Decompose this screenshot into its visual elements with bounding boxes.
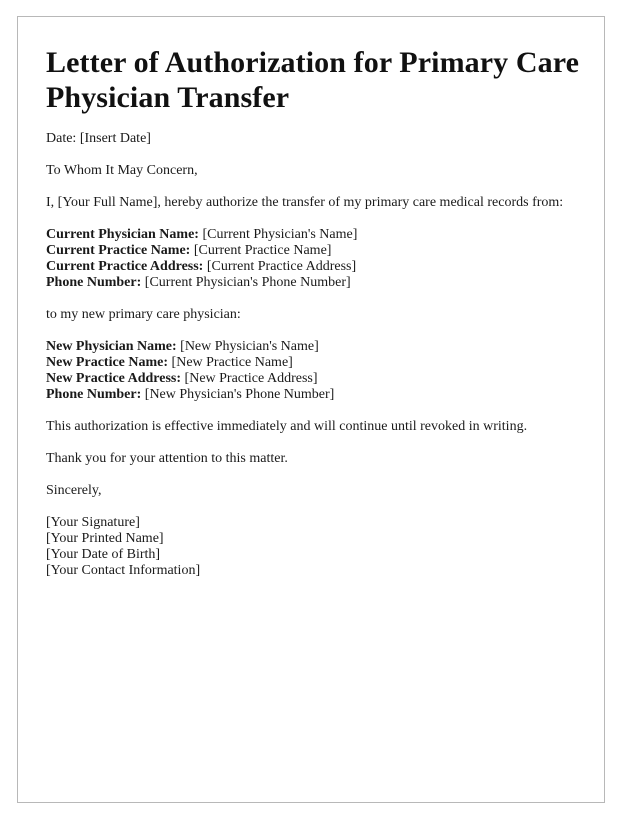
- field-label: Current Practice Address:: [46, 259, 204, 274]
- field-value: [New Physician's Name]: [176, 339, 319, 354]
- new-physician-block: [46, 339, 586, 403]
- field-value: [Current Practice Name]: [190, 243, 332, 258]
- printed-name-line: [Your Printed Name]: [46, 531, 164, 546]
- new-practice-name-line: [46, 355, 586, 371]
- current-practice-name-line: [46, 243, 586, 259]
- current-physician-name-line: [46, 227, 586, 243]
- effective-paragraph: This authorization is effective immediately and will continue until revoked in writing.: [46, 419, 528, 434]
- field-value: [Current Physician's Phone Number]: [141, 275, 351, 290]
- field-label: New Practice Name:: [46, 355, 169, 370]
- field-label: Phone Number:: [46, 387, 142, 402]
- new-phone-number-line: [46, 387, 586, 403]
- new-practice-address-line: [46, 371, 586, 387]
- letter-title: Letter of Authorization for Primary Care Physician Transfer: [46, 46, 580, 114]
- contact-information-line: [Your Contact Information]: [46, 563, 201, 578]
- field-value: [New Practice Address]: [181, 371, 318, 386]
- field-value: [Current Practice Address]: [203, 259, 357, 274]
- new-physician-name-line: [46, 339, 586, 355]
- intro-paragraph: I, [Your Full Name], hereby authorize the transfer of my primary care medical records from:: [46, 195, 564, 210]
- current-practice-address-line: [46, 259, 586, 275]
- field-value: [New Physician's Phone Number]: [141, 387, 335, 402]
- current-physician-block: [46, 227, 586, 291]
- letter-body: [46, 131, 586, 579]
- closing-line: Sincerely,: [46, 483, 102, 498]
- letter-page: [17, 16, 605, 803]
- signature-line: [Your Signature]: [46, 515, 140, 530]
- transition-line: to my new primary care physician:: [46, 307, 241, 322]
- field-value: [Current Physician's Name]: [198, 227, 358, 242]
- field-label: Current Practice Name:: [46, 243, 191, 258]
- salutation: To Whom It May Concern,: [46, 163, 198, 178]
- current-phone-number-line: [46, 275, 586, 291]
- field-label: Current Physician Name:: [46, 227, 199, 242]
- field-value: [New Practice Name]: [168, 355, 293, 370]
- signature-block: [46, 515, 586, 579]
- date-of-birth-line: [Your Date of Birth]: [46, 547, 161, 562]
- letter-content: [46, 45, 586, 579]
- field-label: Phone Number:: [46, 275, 142, 290]
- field-label: New Physician Name:: [46, 339, 177, 354]
- thanks-paragraph: Thank you for your attention to this matter.: [46, 451, 288, 466]
- date-line: Date: [Insert Date]: [46, 131, 151, 146]
- field-label: New Practice Address:: [46, 371, 182, 386]
